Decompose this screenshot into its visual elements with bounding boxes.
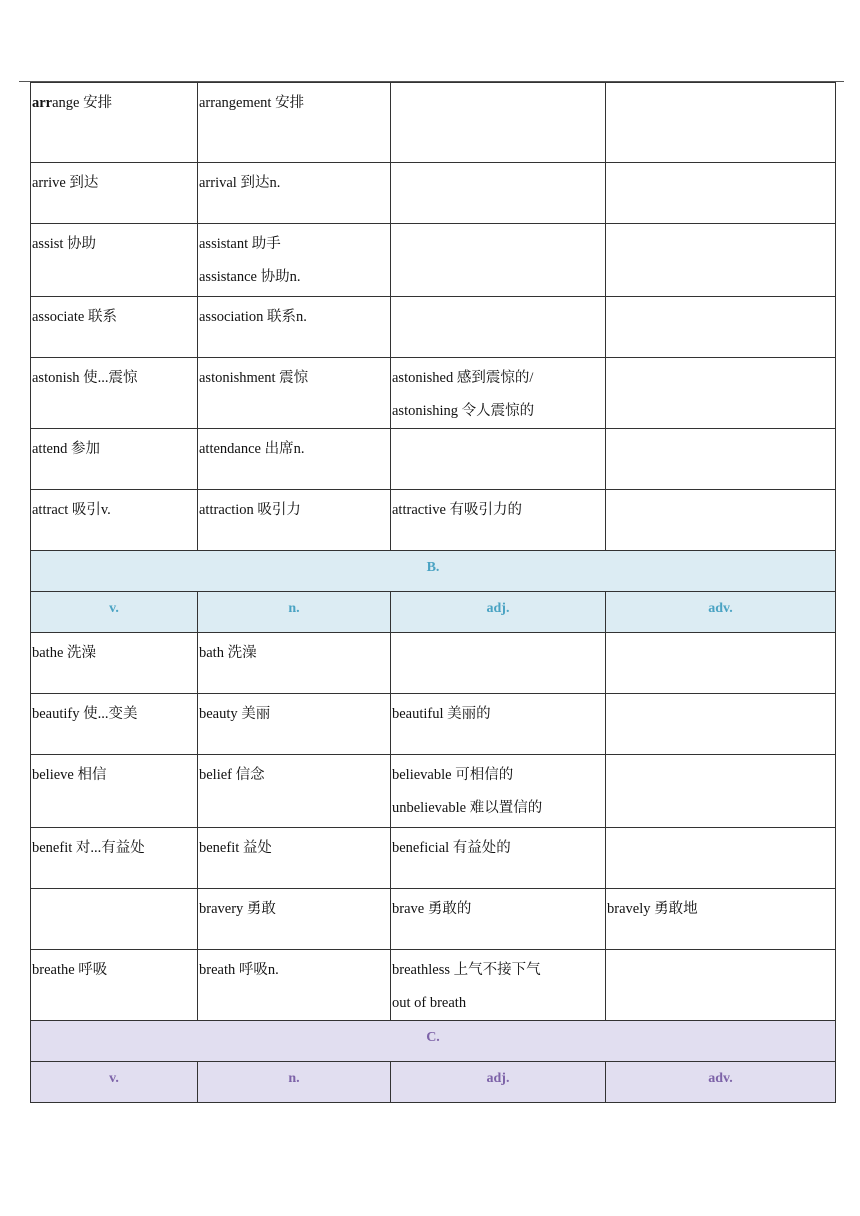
column-header-noun: n. <box>198 592 391 633</box>
section-title: C. <box>31 1021 836 1062</box>
noun-cell: arrival 到达n. <box>198 163 391 224</box>
adjective-cell: beautiful 美丽的 <box>391 694 606 755</box>
verb-cell: breathe 呼吸 <box>31 950 198 1021</box>
noun-cell: benefit 益处 <box>198 828 391 889</box>
section-title: B. <box>31 551 836 592</box>
noun-cell: bravery 勇敢 <box>198 889 391 950</box>
adjective-cell: attractive 有吸引力的 <box>391 490 606 551</box>
adverb-cell: bravely 勇敢地 <box>606 889 836 950</box>
adverb-cell <box>606 633 836 694</box>
column-header-adjective: adj. <box>391 1062 606 1103</box>
adverb-cell <box>606 950 836 1021</box>
column-header-adverb: adv. <box>606 592 836 633</box>
table-row <box>31 950 836 1021</box>
verb-cell: astonish 使...震惊 <box>31 358 198 429</box>
adverb-cell <box>606 694 836 755</box>
noun-cell: association 联系n. <box>198 297 391 358</box>
verb-cell: benefit 对...有益处 <box>31 828 198 889</box>
noun-cell: attraction 吸引力 <box>198 490 391 551</box>
column-header-adjective: adj. <box>391 592 606 633</box>
vocabulary-table <box>30 82 836 1103</box>
adverb-cell <box>606 297 836 358</box>
adjective-cell <box>391 297 606 358</box>
verb-cell: beautify 使...变美 <box>31 694 198 755</box>
adjective-cell <box>391 224 606 297</box>
verb-cell: bathe 洗澡 <box>31 633 198 694</box>
adjective-cell: beneficial 有益处的 <box>391 828 606 889</box>
table-row <box>31 429 836 490</box>
table-row <box>31 297 836 358</box>
adverb-cell <box>606 163 836 224</box>
verb-cell: attract 吸引v. <box>31 490 198 551</box>
verb-cell <box>31 889 198 950</box>
column-header-adverb: adv. <box>606 1062 836 1103</box>
adjective-cell: brave 勇敢的 <box>391 889 606 950</box>
noun-cell: bath 洗澡 <box>198 633 391 694</box>
verb-cell: believe 相信 <box>31 755 198 828</box>
table-row <box>31 633 836 694</box>
column-header-row <box>31 1062 836 1103</box>
column-header-verb: v. <box>31 1062 198 1103</box>
adverb-cell <box>606 755 836 828</box>
adverb-cell <box>606 429 836 490</box>
table-row <box>31 358 836 429</box>
adjective-cell <box>391 633 606 694</box>
section-header-b <box>31 551 836 592</box>
column-header-verb: v. <box>31 592 198 633</box>
verb-cell: associate 联系 <box>31 297 198 358</box>
verb-cell: arrange 安排 <box>31 83 198 163</box>
adjective-cell: astonished 感到震惊的/ astonishing 令人震惊的 <box>391 358 606 429</box>
adverb-cell <box>606 224 836 297</box>
noun-cell: arrangement 安排 <box>198 83 391 163</box>
noun-cell: assistant 助手 assistance 协助n. <box>198 224 391 297</box>
verb-cell: assist 协助 <box>31 224 198 297</box>
table-row <box>31 224 836 297</box>
section-header-c <box>31 1021 836 1062</box>
column-header-noun: n. <box>198 1062 391 1103</box>
noun-cell: attendance 出席n. <box>198 429 391 490</box>
noun-cell: beauty 美丽 <box>198 694 391 755</box>
table-row <box>31 163 836 224</box>
column-header-row <box>31 592 836 633</box>
verb-cell: arrive 到达 <box>31 163 198 224</box>
table-row <box>31 694 836 755</box>
noun-cell: breath 呼吸n. <box>198 950 391 1021</box>
adjective-cell: breathless 上气不接下气 out of breath <box>391 950 606 1021</box>
adjective-cell: believable 可相信的 unbelievable 难以置信的 <box>391 755 606 828</box>
adverb-cell <box>606 83 836 163</box>
table-row <box>31 889 836 950</box>
noun-cell: astonishment 震惊 <box>198 358 391 429</box>
table-row <box>31 828 836 889</box>
adverb-cell <box>606 490 836 551</box>
table-row <box>31 83 836 163</box>
adjective-cell <box>391 83 606 163</box>
table-row <box>31 490 836 551</box>
adjective-cell <box>391 163 606 224</box>
verb-cell: attend 参加 <box>31 429 198 490</box>
adverb-cell <box>606 828 836 889</box>
noun-cell: belief 信念 <box>198 755 391 828</box>
adverb-cell <box>606 358 836 429</box>
table-row <box>31 755 836 828</box>
adjective-cell <box>391 429 606 490</box>
